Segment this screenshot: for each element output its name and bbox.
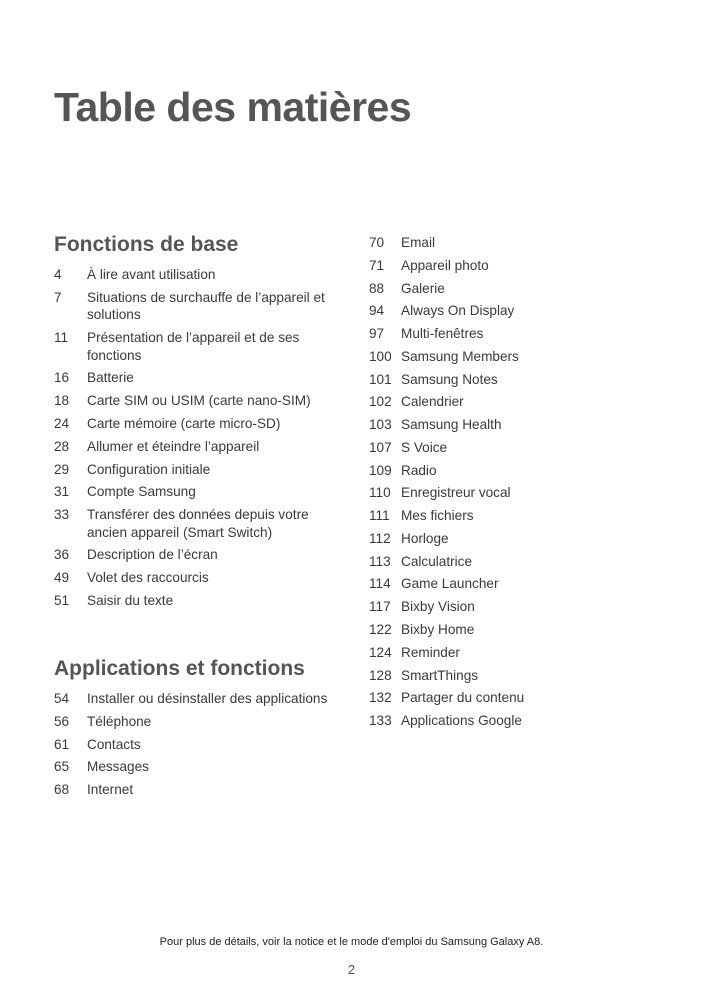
toc-entry[interactable]	[54, 758, 334, 776]
toc-entry-title: S Voice	[401, 439, 448, 455]
toc-entry-page-number: 68	[54, 782, 70, 798]
toc-entry-page-number: 124	[369, 644, 392, 660]
toc-entry[interactable]	[369, 553, 669, 571]
toc-entry[interactable]	[369, 302, 669, 320]
toc-entry-page-number: 56	[54, 713, 70, 729]
toc-entry[interactable]	[369, 575, 669, 593]
toc-entry[interactable]	[369, 416, 669, 434]
toc-entry-page-number: 70	[369, 235, 385, 250]
toc-entry[interactable]	[369, 234, 669, 252]
toc-entry-title: Applications Google	[401, 713, 522, 729]
toc-entry[interactable]	[54, 266, 334, 284]
toc-entry[interactable]	[369, 689, 669, 707]
toc-entry-page-number: 51	[54, 593, 70, 609]
toc-entry-page-number: 100	[369, 348, 392, 364]
toc-entry-page-number: 111	[369, 508, 390, 524]
toc-entry-page-number: 71	[369, 257, 385, 273]
toc-entry-title: Carte mémoire (carte micro-SD)	[87, 415, 281, 431]
toc-entry-page-number: 128	[369, 667, 392, 683]
page-number: 2	[347, 962, 356, 977]
toc-entry[interactable]	[369, 257, 669, 275]
toc-entry[interactable]	[54, 506, 334, 541]
toc-entry-title: Calendrier	[401, 394, 464, 410]
toc-entry-title: Horloge	[401, 530, 449, 546]
toc-entry-page-number: 16	[54, 370, 70, 386]
toc-entry-page-number: 101	[369, 371, 392, 387]
toc-entry-title: Samsung Health	[401, 417, 502, 433]
toc-entry-title: Email	[401, 235, 435, 250]
toc-entry-title: Téléphone	[87, 713, 152, 729]
toc-entry[interactable]	[54, 546, 334, 564]
toc-entry-title: Compte Samsung	[87, 484, 196, 500]
toc-entry[interactable]	[369, 371, 669, 389]
toc-entry-page-number: 117	[369, 599, 391, 615]
toc-entry[interactable]	[54, 415, 334, 433]
toc-entry-page-number: 107	[369, 439, 392, 455]
toc-entry-page-number: 49	[54, 570, 70, 586]
footer-note: Pour plus de détails, voir la notice et le mode d'emploi du Samsung Galaxy A8.	[159, 936, 544, 948]
toc-entry[interactable]	[369, 644, 669, 662]
toc-list-right-column	[369, 234, 669, 735]
section-heading-applications-et-fonctions: Applications et fonctions	[54, 657, 305, 680]
toc-entry[interactable]	[369, 530, 669, 548]
toc-entry[interactable]	[369, 462, 669, 480]
toc-entry-title: Allumer et éteindre l’appareil	[87, 438, 260, 454]
section-heading-fonctions-de-base: Fonctions de base	[54, 233, 239, 256]
toc-entry[interactable]	[369, 507, 669, 525]
toc-entry[interactable]	[54, 392, 334, 410]
toc-entry-title: Game Launcher	[401, 576, 499, 592]
toc-entry-page-number: 29	[54, 461, 70, 477]
toc-entry[interactable]	[54, 438, 334, 456]
toc-entry-title: Carte SIM ou USIM (carte nano-SIM)	[87, 393, 311, 409]
toc-entry-title: Mes fichiers	[401, 508, 474, 524]
toc-entry[interactable]	[369, 325, 669, 343]
toc-entry-title: Bixby Home	[401, 622, 475, 638]
toc-entry[interactable]	[369, 393, 669, 411]
toc-entry-page-number: 133	[369, 713, 392, 729]
toc-entry-page-number: 65	[54, 759, 70, 775]
toc-entry-page-number: 122	[369, 622, 392, 638]
toc-entry-title: SmartThings	[401, 667, 479, 683]
toc-entry-page-number: 31	[54, 484, 70, 500]
toc-entry[interactable]	[369, 280, 669, 298]
toc-entry-page-number: 7	[54, 289, 62, 305]
toc-entry-page-number: 4	[54, 267, 62, 282]
toc-entry-page-number: 18	[54, 393, 70, 409]
toc-entry[interactable]	[54, 592, 334, 610]
toc-entry-page-number: 110	[369, 485, 391, 501]
toc-entry-title: Batterie	[87, 370, 134, 386]
toc-entry-title: Messages	[87, 759, 149, 775]
toc-entry[interactable]	[54, 461, 334, 479]
toc-entry-page-number: 54	[54, 691, 70, 706]
toc-list-applications-et-fonctions	[54, 690, 334, 804]
toc-entry-title: Samsung Members	[401, 348, 519, 364]
toc-entry-page-number: 113	[369, 553, 391, 569]
toc-entry[interactable]	[369, 598, 669, 616]
toc-entry-page-number: 132	[369, 690, 392, 706]
toc-entry[interactable]	[54, 569, 334, 587]
toc-entry[interactable]	[369, 667, 669, 685]
toc-list-fonctions-de-base	[54, 266, 334, 615]
toc-entry[interactable]	[369, 484, 669, 502]
toc-entry-title: Bixby Vision	[401, 599, 475, 615]
toc-entry-page-number: 61	[54, 736, 70, 752]
toc-entry-title: Multi-fenêtres	[401, 326, 484, 342]
toc-entry-title: Contacts	[87, 736, 141, 752]
toc-entry-page-number: 28	[54, 438, 70, 454]
toc-entry-title: Transférer des données depuis votre ancien appareil (Smart Switch)	[87, 507, 309, 540]
toc-entry[interactable]	[54, 369, 334, 387]
toc-entry-page-number: 24	[54, 415, 70, 431]
toc-entry-title: À lire avant utilisation	[87, 267, 216, 282]
toc-entry-page-number: 114	[369, 576, 391, 592]
toc-entry-page-number: 36	[54, 547, 70, 563]
toc-entry[interactable]	[54, 736, 334, 754]
toc-entry-title: Galerie	[401, 280, 445, 296]
toc-entry-title: Description de l’écran	[87, 547, 218, 563]
toc-entry[interactable]	[54, 329, 334, 364]
toc-entry-page-number: 112	[369, 530, 391, 546]
toc-entry-title: Internet	[87, 782, 134, 798]
toc-entry-page-number: 33	[54, 507, 70, 523]
toc-entry[interactable]	[54, 713, 334, 731]
toc-entry[interactable]	[54, 690, 334, 708]
toc-entry-title: Configuration initiale	[87, 461, 211, 477]
toc-entry-title: Always On Display	[401, 303, 515, 319]
toc-entry-title: Volet des raccourcis	[87, 570, 209, 586]
toc-entry-title: Samsung Notes	[401, 371, 498, 387]
toc-entry-title: Installer ou désinstaller des applications	[87, 691, 328, 706]
toc-entry[interactable]	[54, 289, 334, 324]
toc-entry-title: Appareil photo	[401, 257, 489, 273]
toc-entry-page-number: 103	[369, 417, 392, 433]
toc-entry-title: Enregistreur vocal	[401, 485, 511, 501]
toc-entry[interactable]	[369, 348, 669, 366]
toc-entry-page-number: 109	[369, 462, 392, 478]
toc-entry-page-number: 102	[369, 394, 392, 410]
page-title: Table des matières	[54, 84, 412, 130]
toc-entry-title: Calculatrice	[401, 553, 473, 569]
toc-entry-title: Reminder	[401, 644, 460, 660]
toc-entry[interactable]	[369, 621, 669, 639]
toc-entry-title: Radio	[401, 462, 437, 478]
toc-entry-page-number: 94	[369, 303, 385, 319]
toc-entry-page-number: 88	[369, 280, 385, 296]
toc-entry-page-number: 11	[54, 330, 69, 346]
toc-entry[interactable]	[54, 781, 334, 799]
toc-entry[interactable]	[54, 483, 334, 501]
toc-entry-page-number: 97	[369, 326, 385, 342]
toc-entry-title: Partager du contenu	[401, 690, 525, 706]
toc-entry-title: Situations de surchauffe de l’appareil et solutions	[87, 289, 325, 323]
toc-entry[interactable]	[369, 439, 669, 457]
toc-entry-title: Présentation de l’appareil et de ses fonctions	[87, 330, 300, 363]
toc-entry[interactable]	[369, 712, 669, 730]
toc-entry-title: Saisir du texte	[87, 593, 174, 609]
